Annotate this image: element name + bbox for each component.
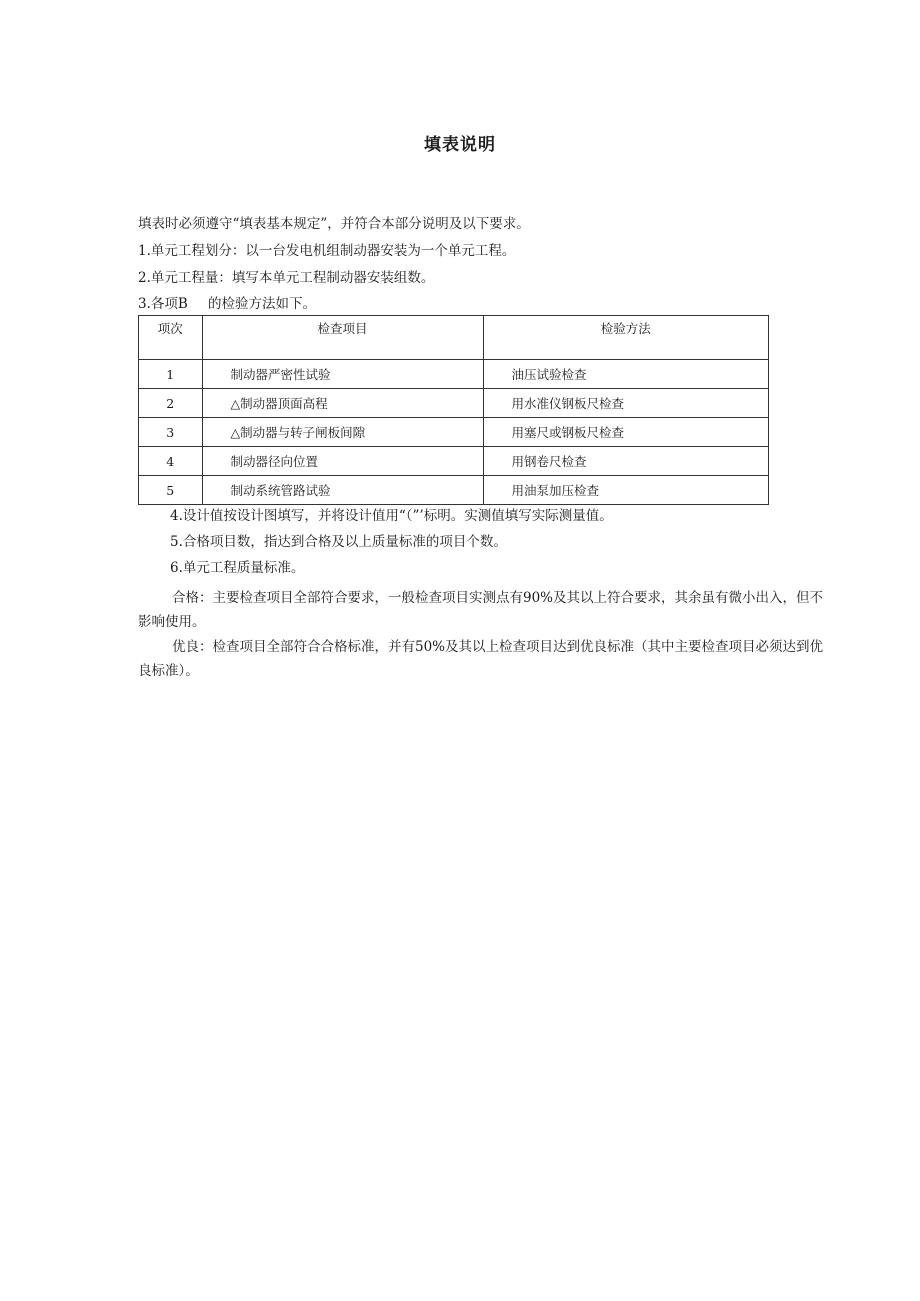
table-row xyxy=(139,418,769,447)
table-row xyxy=(139,389,769,418)
row-method: 用塞尺或钢板尺检查 xyxy=(483,418,769,447)
table-header-row xyxy=(139,316,769,360)
excellent-standard xyxy=(138,635,830,683)
row-method: 用油泵加压检查 xyxy=(483,476,769,505)
header-item: 检查项目 xyxy=(202,316,483,360)
row-no: 5 xyxy=(139,476,203,505)
table-row xyxy=(139,360,769,389)
table-row xyxy=(139,476,769,505)
row-item: 制动系统管路试验 xyxy=(202,476,483,505)
item-5-text: 5.合格项目数，指达到合格及以上质量标准的项目个数。 xyxy=(170,534,507,550)
item-6-text: 6.单元工程质量标准。 xyxy=(170,560,305,576)
page-title: 填表说明 xyxy=(424,135,496,155)
excellent-standard-text: 优良：检查项目全部符合合格标准，并有50%及其以上检查项目达到优良标准（其中主要检查项目必须达到优良标准）。 xyxy=(138,639,824,679)
row-item: △制动器顶面高程 xyxy=(202,389,483,418)
row-no: 2 xyxy=(139,389,203,418)
item-1-text: 1.单元工程划分：以一台发电机组制动器安装为一个单元工程。 xyxy=(138,243,516,259)
row-item: △制动器与转子闸板间隙 xyxy=(202,418,483,447)
row-no: 4 xyxy=(139,447,203,476)
intro-text: 填表时必须遵守“填表基本规定”，并符合本部分说明及以下要求。 xyxy=(138,216,530,232)
inspection-method-table xyxy=(138,315,769,505)
row-method: 用钢卷尺检查 xyxy=(483,447,769,476)
row-method: 油压试验检查 xyxy=(483,360,769,389)
item-3-text-b: 的检验方法如下。 xyxy=(208,296,316,312)
header-method: 检验方法 xyxy=(483,316,769,360)
header-no: 项次 xyxy=(139,316,203,360)
item-2-text: 2.单元工程量：填写本单元工程制动器安装组数。 xyxy=(138,270,435,286)
item-3-text-a: 3.各项B xyxy=(138,296,188,312)
row-method: 用水准仪钢板尺检查 xyxy=(483,389,769,418)
table-row xyxy=(139,447,769,476)
row-no: 1 xyxy=(139,360,203,389)
row-no: 3 xyxy=(139,418,203,447)
item-4-text: 4.设计值按设计图填写，并将设计值用“（”’标明。实测值填写实际测量值。 xyxy=(170,508,613,524)
pass-standard xyxy=(138,586,830,634)
row-item: 制动器严密性试验 xyxy=(202,360,483,389)
row-item: 制动器径向位置 xyxy=(202,447,483,476)
pass-standard-text: 合格：主要检查项目全部符合要求，一般检查项目实测点有90%及其以上符合要求，其余虽有微小出入，但不影响使用。 xyxy=(138,590,824,630)
